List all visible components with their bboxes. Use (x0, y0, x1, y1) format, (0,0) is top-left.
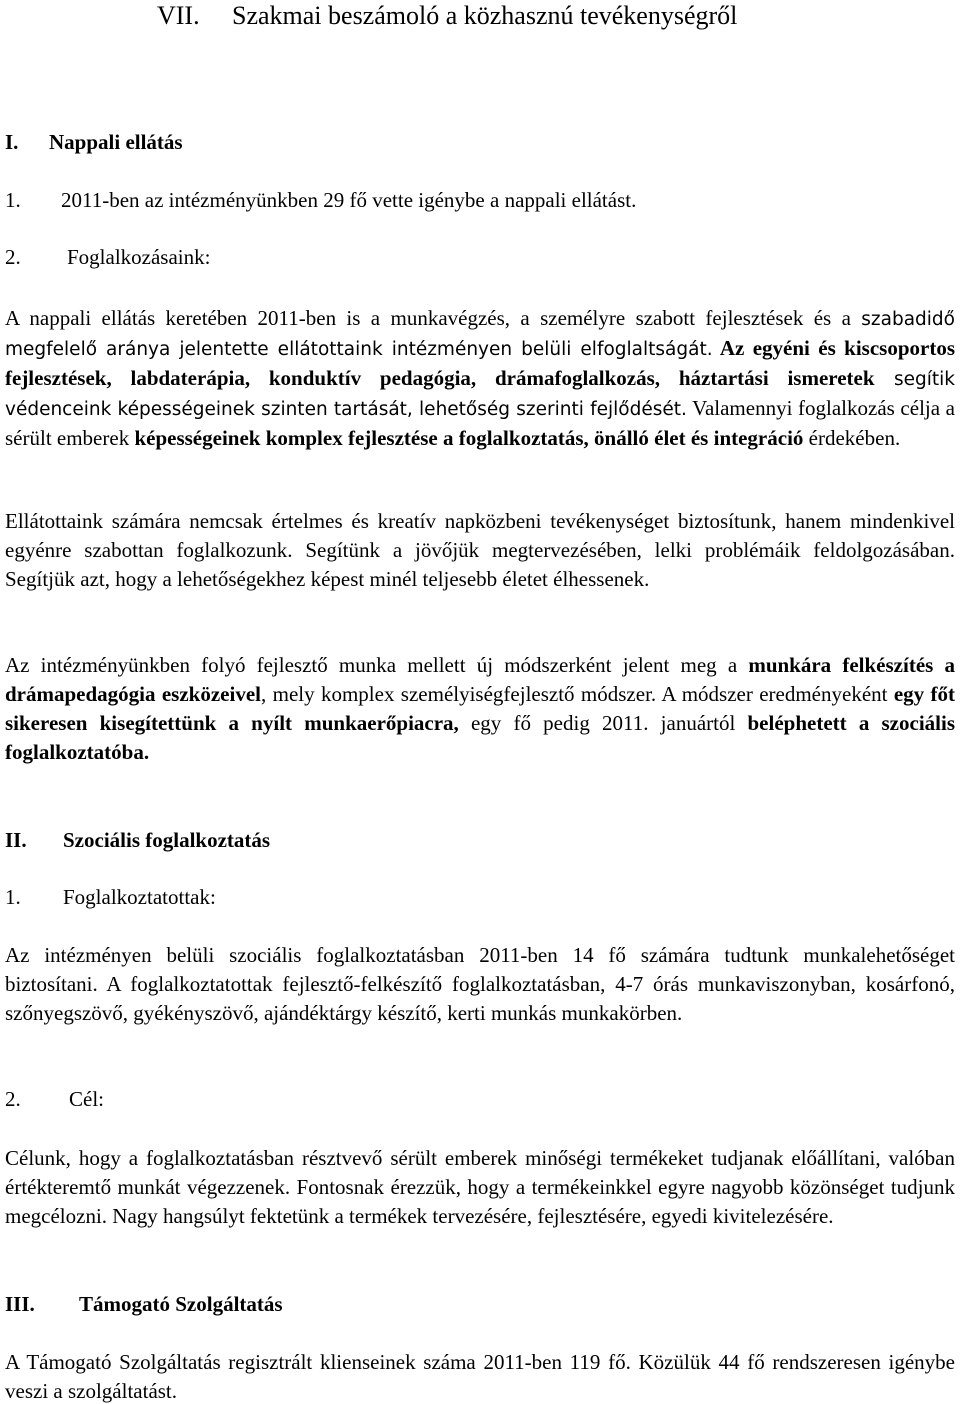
item-number: 2. (5, 245, 21, 269)
text-run: Az intézményünkben folyó fejlesztő munka mellett új módszerként jelent meg a (5, 653, 749, 677)
page-title (157, 0, 737, 32)
item-text: Foglalkoztatottak: (63, 885, 216, 909)
bold-run: Az egyéni és kiscsoportos fejlesztések, labdaterápia, konduktív pedagógia, drámafoglalkozás, háztartási ismeretek (5, 336, 956, 390)
section-number: II. (5, 828, 27, 852)
text-run: szabadidő megfelelő aránya jelentette ellátottaink intézményen belüli elfoglaltságát. (5, 309, 955, 360)
bold-run: munkára felkészítés a drámapedagógia eszközeivel (5, 653, 955, 706)
section-heading-szocialis (5, 826, 270, 855)
title-text: Szakmai beszámoló a közhasznú tevékenységről (232, 1, 738, 30)
paragraph-activities (5, 304, 955, 453)
item-number: 1. (5, 885, 21, 909)
section-number: I. (5, 130, 19, 154)
item-text: 2011-ben az intézményünkben 29 fő vette igénybe a nappali ellátást. (61, 188, 637, 212)
text-run: egy fő pedig 2011. januártól (458, 711, 748, 735)
bold-run: beléphetett a szociális foglalkoztatóba. (5, 711, 955, 764)
paragraph-care: Ellátottaink számára nemcsak értelmes és kreatív napközbeni tevékenységet biztosítunk, hanem mindenkivel egyénre szabottan foglalkozunk. Segítünk a jövőjük megtervezésében, lelki problémáik feldolgozásában. Segítjük azt, hogy a lehetőségekhez képest minél teljesebb életet élhessenek. (5, 509, 955, 591)
list-item-goal (5, 1085, 104, 1114)
item-text: Cél: (69, 1087, 104, 1111)
item-text: Foglalkozásaink: (67, 245, 211, 269)
list-item-activities (5, 243, 210, 272)
text-run: segítik védenceink képességeinek szinten tartását, lehetőség szerinti fejlődését. (5, 369, 955, 420)
text-run: , mely komplex személyiségfejlesztő módszer. A módszer eredményeként (261, 682, 894, 706)
title-number: VII. (157, 1, 200, 30)
paragraph-support-service: A Támogató Szolgáltatás regisztrált klienseinek száma 2011-ben 119 fő. Közülük 44 fő rendszeresen igénybe veszi a szolgáltatást. (5, 1350, 955, 1403)
item-number: 1. (5, 188, 21, 212)
text-run: Valamennyi foglalkozás célja a sérült emberek (5, 396, 955, 450)
list-item-employed (5, 883, 216, 912)
paragraph-goal: Célunk, hogy a foglalkoztatásban résztvevő sérült emberek minőségi termékeket tudjanak előállítani, valóban értékteremtő munkát végezzenek. Fontosnak érezzük, hogy a termékeinkkel egyre nagyobb közönséget tudjunk megcélozni. Nagy hangsúlyt fektetünk a termékek tervezésére, fejlesztésére, egyedi kivitelezésére. (5, 1146, 955, 1228)
section-heading-nappali (5, 128, 183, 157)
section-number: III. (5, 1292, 35, 1316)
list-item-participants (5, 186, 636, 215)
section-title: Támogató Szolgáltatás (79, 1292, 283, 1316)
section-heading-tamogato (5, 1290, 283, 1319)
section-title: Szociális foglalkoztatás (63, 828, 271, 852)
item-number: 2. (5, 1087, 21, 1111)
text-run: érdekében. (803, 426, 901, 450)
paragraph-employment: Az intézményen belüli szociális foglalkoztatásban 2011-ben 14 fő számára tudtunk munkalehetőséget biztosítani. A foglalkoztatottak fejlesztő-felkészítő foglalkoztatásban, 4-7 órás munkaviszonyban, kosárfonó, szőnyegszövő, gyékényszövő, ajándéktárgy készítő, kerti munkás munkakörben. (5, 943, 955, 1025)
bold-run: képességeinek komplex fejlesztése a foglalkoztatás, önálló élet és integráció (134, 426, 804, 450)
bold-run: egy főt sikeresen kisegítettünk a nyílt munkaerőpiacra, (5, 682, 956, 735)
paragraph-drama-method (5, 651, 955, 767)
section-title: Nappali ellátás (49, 130, 183, 154)
text-run: A nappali ellátás keretében 2011-ben is a munkavégzés, a személyre szabott fejlesztések és a (5, 306, 862, 330)
